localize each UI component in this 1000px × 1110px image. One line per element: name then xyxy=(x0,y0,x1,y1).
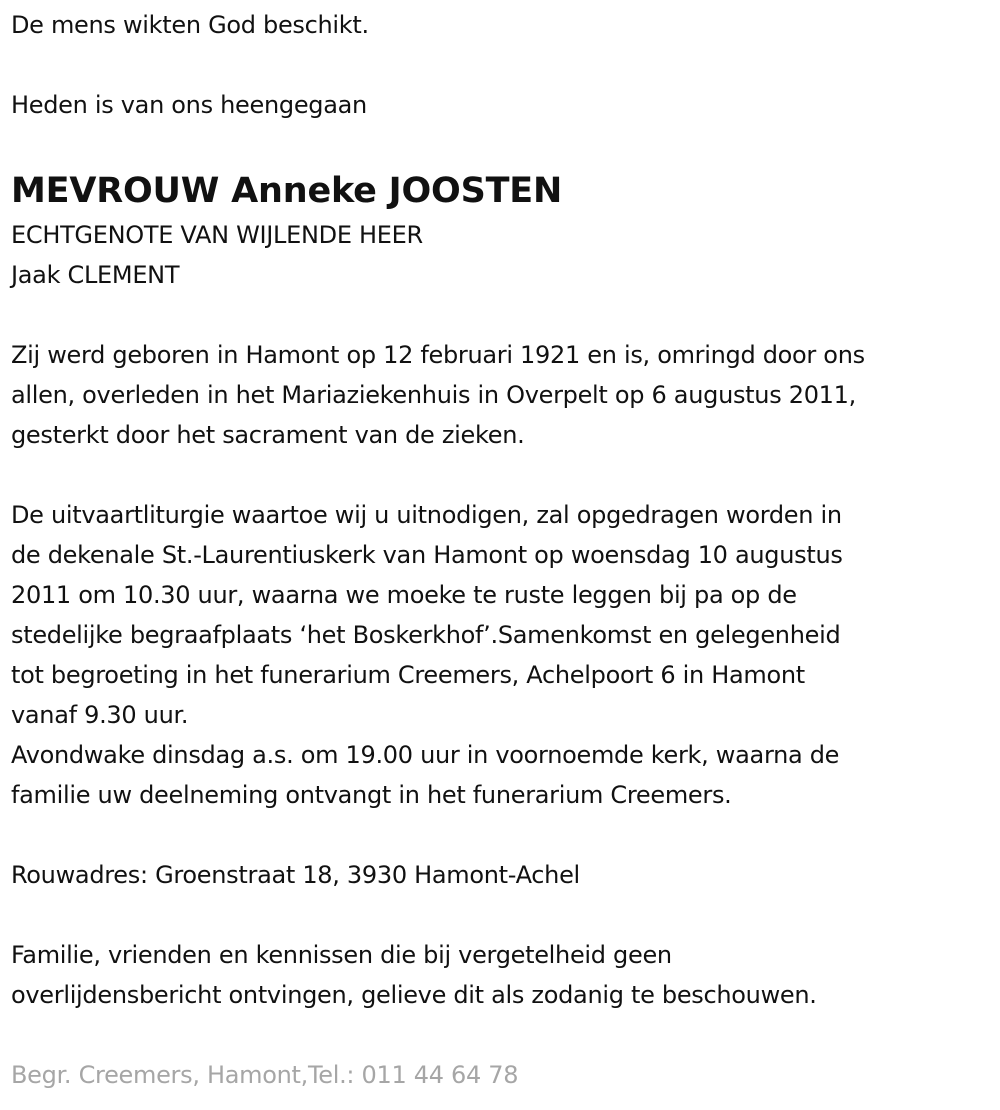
spacer xyxy=(11,295,986,335)
relation-text: ECHTGENOTE VAN WIJLENDE HEER xyxy=(11,221,423,249)
spacer xyxy=(11,45,986,85)
paragraph-line: De uitvaartliturgie waartoe wij u uitnodigen, zal opgedragen worden in xyxy=(11,501,842,529)
mourning-address: Rouwadres: Groenstraat 18, 3930 Hamont-Achel xyxy=(11,861,580,889)
paragraph-line: Familie, vrienden en kennissen die bij vergetelheid geen xyxy=(11,941,672,969)
spacer xyxy=(11,895,986,935)
closing-paragraph xyxy=(11,935,986,1015)
funeral-home-footer: Begr. Creemers, Hamont,Tel.: 011 44 64 78 xyxy=(11,1061,519,1089)
intro-text: Heden is van ons heengegaan xyxy=(11,91,367,119)
spouse-name: Jaak CLEMENT xyxy=(11,261,180,289)
motto: De mens wikten God beschikt. xyxy=(11,11,369,39)
paragraph-line: allen, overleden in het Mariaziekenhuis in Overpelt op 6 augustus 2011, xyxy=(11,381,856,409)
spacer xyxy=(11,1015,986,1055)
spacer xyxy=(11,815,986,855)
paragraph-line: 2011 om 10.30 uur, waarna we moeke te ruste leggen bij pa op de xyxy=(11,581,797,609)
paragraph-line: familie uw deelneming ontvangt in het funerarium Creemers. xyxy=(11,781,732,809)
paragraph-line: Avondwake dinsdag a.s. om 19.00 uur in voornoemde kerk, waarna de xyxy=(11,741,840,769)
spacer xyxy=(11,125,986,165)
paragraph-line: stedelijke begraafplaats ‘het Boskerkhof’.Samenkomst en gelegenheid xyxy=(11,621,841,649)
paragraph-line: vanaf 9.30 uur. xyxy=(11,701,189,729)
paragraph-line: Zij werd geboren in Hamont op 12 februari 1921 en is, omringd door ons xyxy=(11,341,865,369)
paragraph-line: de dekenale St.-Laurentiuskerk van Hamont op woensdag 10 augustus xyxy=(11,541,843,569)
deceased-name: MEVROUW Anneke JOOSTEN xyxy=(11,171,563,211)
spacer xyxy=(11,455,986,495)
paragraph-line: gesterkt door het sacrament van de zieken. xyxy=(11,421,525,449)
paragraph-line: overlijdensbericht ontvingen, gelieve dit als zodanig te beschouwen. xyxy=(11,981,817,1009)
paragraph-line: tot begroeting in het funerarium Creemers, Achelpoort 6 in Hamont xyxy=(11,661,805,689)
funeral-paragraph xyxy=(11,495,986,815)
birth-death-paragraph xyxy=(11,335,986,455)
